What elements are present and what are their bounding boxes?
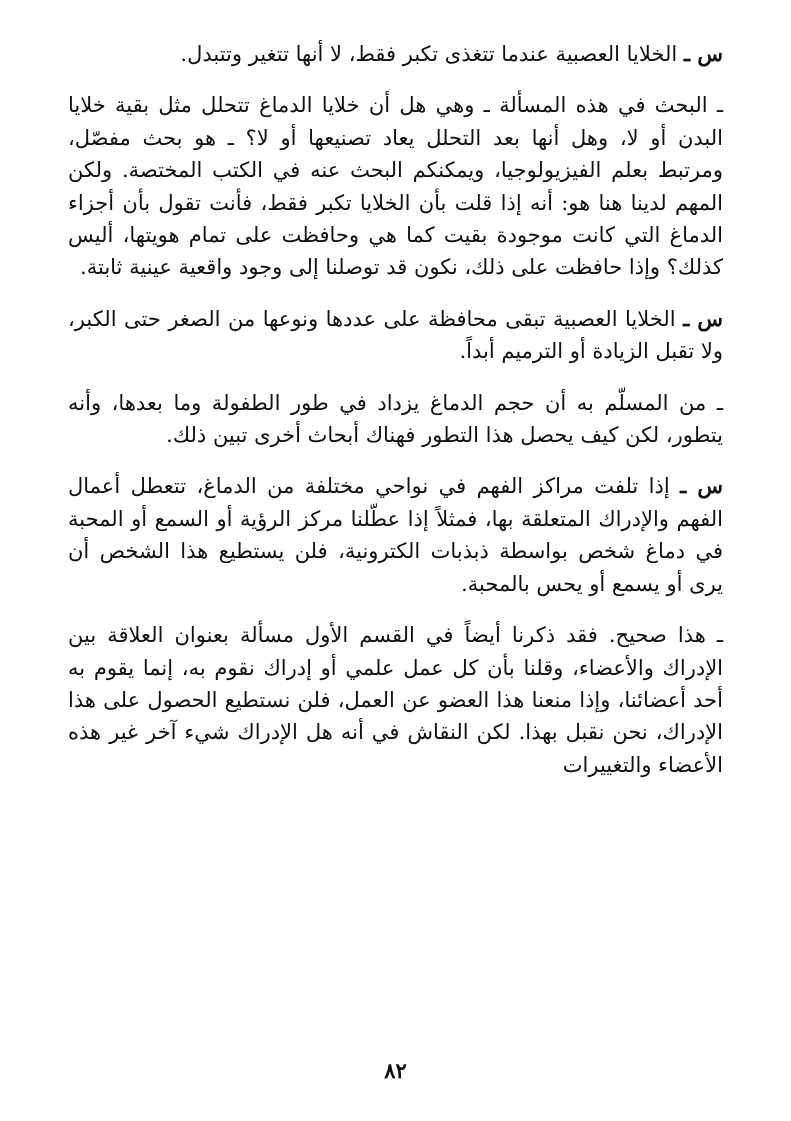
paragraph-text: الخلايا العصبية عندما تتغذى تكبر فقط، لا أنها تتغير وتتبدل. <box>180 42 684 66</box>
paragraph-text: ـ البحث في هذه المسألة ـ وهي هل أن خلايا الدماغ تتحلل مثل بقية خلايا البدن أو لا، وهل أنها بعد التحلل يعاد تصنيعها أو لا؟ ـ هو بحث مفصّل، ومرتبط بعلم الفيزيولوجيا، ويمكنكم البحث عنه في الكتب المختصة. ولكن المهم لدينا هنا هو: أنه إذا قلت بأن الخلايا تكبر فقط، فأنت تقول بأن أجزاء الدماغ التي كانت موجودة بقيت كما هي وحافظت على تمام هويتها، أليس كذلك؟ وإذا حافظت على ذلك، نكون قد توصلنا إلى وجود واقعية عينية ثابتة. <box>68 93 723 280</box>
answer-paragraph-3 <box>68 619 723 781</box>
answer-paragraph-2 <box>68 387 723 452</box>
question-prefix: س ـ <box>683 305 723 331</box>
question-prefix: س ـ <box>683 41 723 66</box>
page-body <box>68 38 723 781</box>
paragraph-text: إذا تلفت مراكز الفهم في نواحي مختلفة من الدماغ، تتعطل أعمال الفهم والإدراك المتعلقة بها، فمثلاً إذا عطّلنا مركز الرؤية أو السمع أو المحبة في دماغ شخص بواسطة ذبذبات الكترونية، فلن يستطيع هذا الشخص أن يرى أو يسمع أو يحس بالمحبة. <box>68 474 723 596</box>
question-paragraph-2 <box>68 303 723 368</box>
paragraph-text: الخلايا العصبية تبقى محافظة على عددها ونوعها من الصغر حتى الكبر، ولا تقبل الزيادة أو الترميم أبداً. <box>68 306 723 364</box>
question-prefix: س ـ <box>680 473 723 499</box>
answer-paragraph-1 <box>68 89 723 283</box>
question-paragraph-3 <box>68 470 723 600</box>
paragraph-text: ـ من المسلّم به أن حجم الدماغ يزداد في طور الطفولة وما بعدها، وأنه يتطور، لكن كيف يحصل هذا التطور فهناك أبحاث أخرى تبين ذلك. <box>68 390 723 448</box>
paragraph-text: ـ هذا صحيح. فقد ذكرنا أيضاً في القسم الأول مسألة بعنوان العلاقة بين الإدراك والأعضاء، وقلنا بأن كل عمل علمي أو إدراك نقوم به، إنما يقوم به أحد أعضائنا، وإذا منعنا هذا العضو عن العمل، فلن نستطيع الحصول على هذا الإدراك، نحن نقبل بهذا. لكن النقاش في أنه هل الإدراك شيء آخر غير هذه الأعضاء والتغييرات <box>68 623 723 777</box>
question-paragraph-1 <box>68 38 723 70</box>
page-number: ٨٢ <box>384 1058 407 1083</box>
